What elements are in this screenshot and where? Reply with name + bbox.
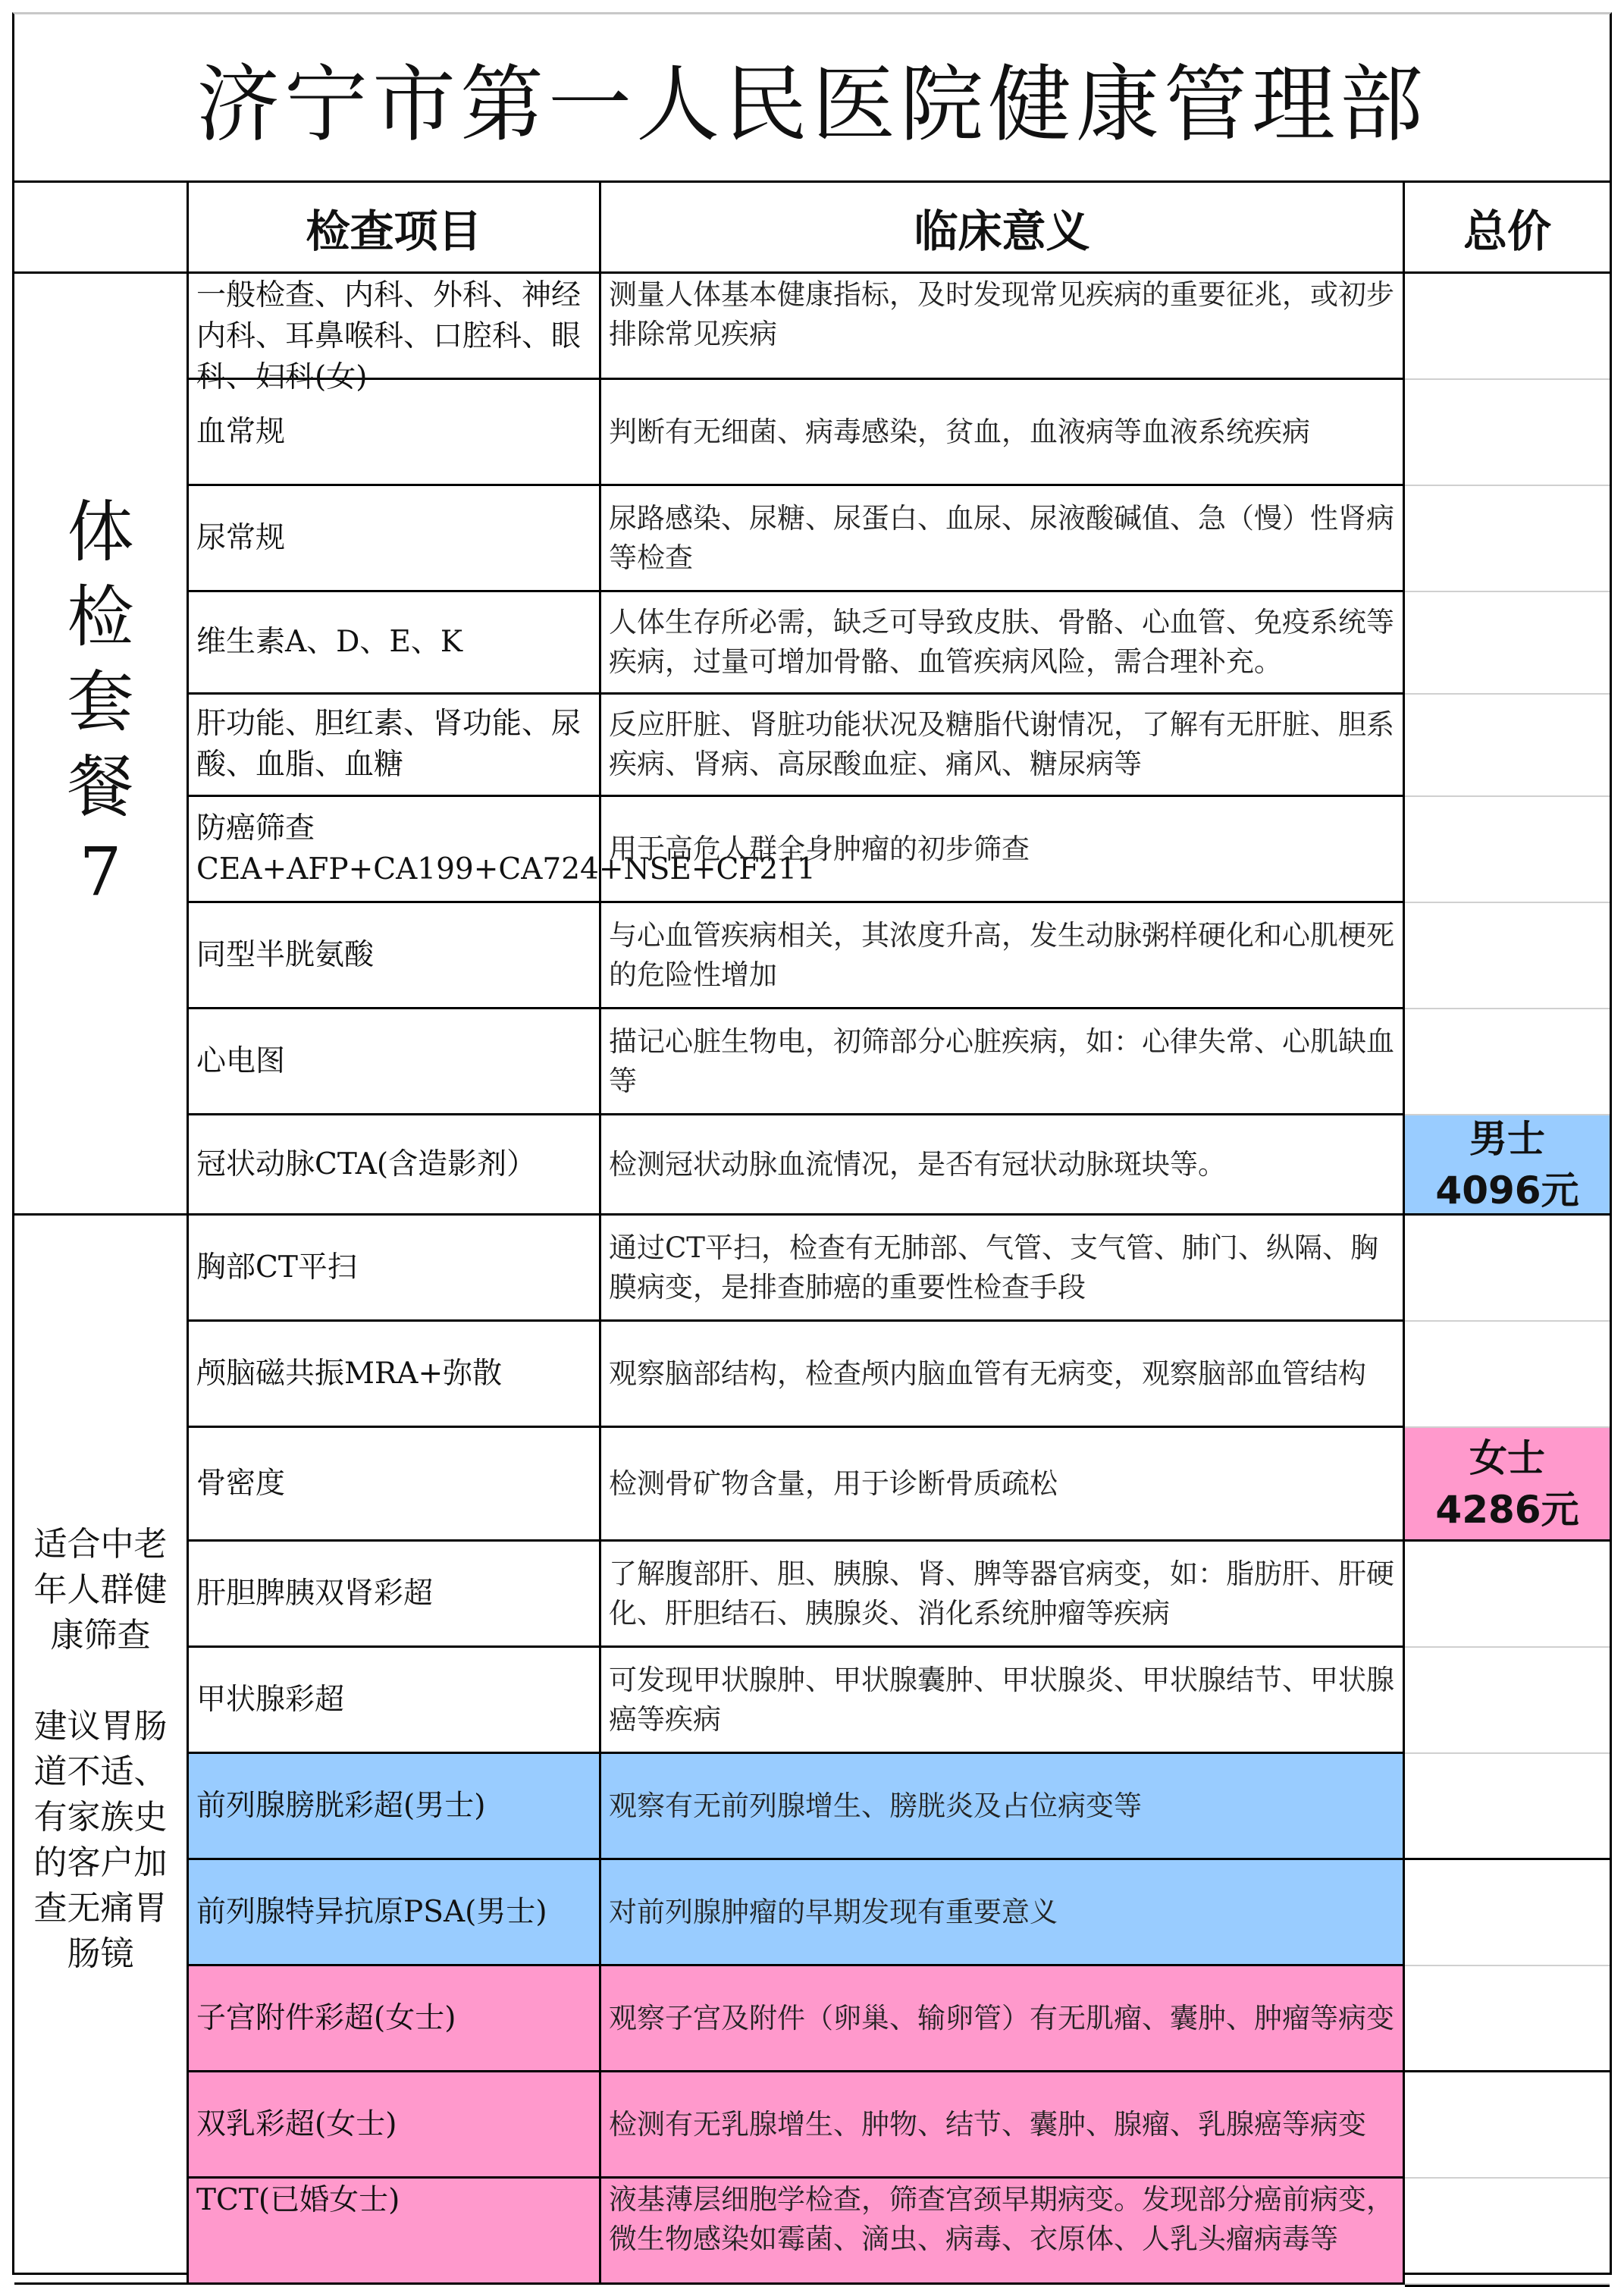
item-name: 子宫附件彩超(女士) bbox=[189, 1966, 601, 2072]
package-name-label bbox=[14, 274, 189, 1216]
item-meaning: 测量人体基本健康指标，及时发现常见疾病的重要征兆，或初步排除常见疾病 bbox=[601, 274, 1405, 380]
item-name: 心电图 bbox=[189, 1009, 601, 1115]
price-male bbox=[1405, 1115, 1610, 1216]
price-female-label: 女士 bbox=[1469, 1435, 1545, 1480]
audience-note bbox=[14, 1216, 189, 2285]
audience-line-1: 适合中老年人群健康筛查 bbox=[33, 1524, 168, 1655]
item-meaning: 尿路感染、尿糖、尿蛋白、血尿、尿液酸碱值、急（慢）性肾病等检查 bbox=[601, 486, 1405, 592]
item-name: 维生素A、D、E、K bbox=[189, 592, 601, 695]
header-item: 检查项目 bbox=[189, 183, 601, 274]
price-cell-empty bbox=[1405, 486, 1610, 592]
package-name-char: 餐 bbox=[67, 747, 134, 826]
item-meaning: 检测冠状动脉血流情况，是否有冠状动脉斑块等。 bbox=[601, 1115, 1405, 1216]
item-meaning: 液基薄层细胞学检查，筛查宫颈早期病变。发现部分癌前病变，微生物感染如霉菌、滴虫、病毒、衣原体、人乳头瘤病毒等 bbox=[601, 2179, 1405, 2285]
item-meaning: 了解腹部肝、胆、胰腺、肾、脾等器官病变，如：脂肪肝、肝硬化、肝胆结石、胰腺炎、消化系统肿瘤等疾病 bbox=[601, 1542, 1405, 1648]
item-meaning: 用于高危人群全身肿瘤的初步筛查 bbox=[601, 797, 1405, 903]
price-male-label: 男士 bbox=[1469, 1116, 1545, 1161]
header-meaning: 临床意义 bbox=[601, 183, 1405, 274]
price-cell-empty bbox=[1405, 1009, 1610, 1115]
item-name: 颅脑磁共振MRA+弥散 bbox=[189, 1322, 601, 1428]
price-cell-empty bbox=[1405, 380, 1610, 486]
package-table bbox=[14, 183, 1610, 2287]
item-meaning: 人体生存所必需，缺乏可导致皮肤、骨骼、心血管、免疫系统等疾病，过量可增加骨骼、血管疾病风险，需合理补充。 bbox=[601, 592, 1405, 695]
audience-line-2: 建议胃肠道不适、有家族史的客户加查无痛胃肠镜 bbox=[33, 1706, 168, 1973]
item-meaning: 反应肝脏、肾脏功能状况及糖脂代谢情况，了解有无肝脏、胆系疾病、肾病、高尿酸血症、痛风、糖尿病等 bbox=[601, 695, 1405, 797]
package-name-char: 体 bbox=[67, 492, 134, 571]
item-meaning: 描记心脏生物电，初筛部分心脏疾病，如：心律失常、心肌缺血等 bbox=[601, 1009, 1405, 1115]
header-price: 总价 bbox=[1405, 183, 1610, 274]
price-female-value: 4286元 bbox=[1435, 1487, 1579, 1532]
price-male-value: 4096元 bbox=[1435, 1168, 1579, 1213]
item-meaning: 通过CT平扫，检查有无肺部、气管、支气管、肺门、纵隔、胸膜病变，是排查肺癌的重要性检查手段 bbox=[601, 1216, 1405, 1322]
item-name: 血常规 bbox=[189, 380, 601, 486]
price-cell-empty bbox=[1405, 1966, 1610, 2072]
item-meaning: 观察脑部结构，检查颅内脑血管有无病变，观察脑部血管结构 bbox=[601, 1322, 1405, 1428]
item-name: 前列腺特异抗原PSA(男士) bbox=[189, 1860, 601, 1966]
price-cell-empty bbox=[1405, 903, 1610, 1009]
package-name-char: 套 bbox=[67, 662, 134, 741]
price-cell-empty bbox=[1405, 1860, 1610, 1966]
page-title: 济宁市第一人民医院健康管理部 bbox=[14, 14, 1610, 183]
item-name: 双乳彩超(女士) bbox=[189, 2072, 601, 2179]
price-cell-empty bbox=[1405, 695, 1610, 797]
price-cell-empty bbox=[1405, 2072, 1610, 2179]
item-meaning: 可发现甲状腺肿、甲状腺囊肿、甲状腺炎、甲状腺结节、甲状腺癌等疾病 bbox=[601, 1648, 1405, 1754]
item-meaning: 观察子宫及附件（卵巢、输卵管）有无肌瘤、囊肿、肿瘤等病变 bbox=[601, 1966, 1405, 2072]
price-cell-empty bbox=[1405, 1322, 1610, 1428]
item-name: 冠状动脉CTA(含造影剂） bbox=[189, 1115, 601, 1216]
price-cell-empty bbox=[1405, 1648, 1610, 1754]
item-meaning: 观察有无前列腺增生、膀胱炎及占位病变等 bbox=[601, 1754, 1405, 1860]
item-name: 一般检查、内科、外科、神经内科、耳鼻喉科、口腔科、眼科、妇科(女) bbox=[189, 274, 601, 380]
item-name: 胸部CT平扫 bbox=[189, 1216, 601, 1322]
package-name-char: 检 bbox=[67, 577, 134, 656]
package-name-char: 7 bbox=[79, 832, 122, 911]
item-name: 前列腺膀胱彩超(男士) bbox=[189, 1754, 601, 1860]
item-meaning: 与心血管疾病相关，其浓度升高，发生动脉粥样硬化和心肌梗死的危险性增加 bbox=[601, 903, 1405, 1009]
health-package-sheet bbox=[12, 12, 1612, 2275]
item-meaning: 对前列腺肿瘤的早期发现有重要意义 bbox=[601, 1860, 1405, 1966]
price-cell-empty bbox=[1405, 274, 1610, 380]
item-name: 肝功能、胆红素、肾功能、尿酸、血脂、血糖 bbox=[189, 695, 601, 797]
price-cell-empty bbox=[1405, 2179, 1610, 2285]
item-name: 防癌筛查CEA+AFP+CA199+CA724+NSE+CF211 bbox=[189, 797, 601, 903]
price-cell-empty bbox=[1405, 1754, 1610, 1860]
price-cell-empty bbox=[1405, 592, 1610, 695]
price-cell-empty bbox=[1405, 1542, 1610, 1648]
price-cell-empty bbox=[1405, 797, 1610, 903]
item-name: TCT(已婚女士) bbox=[189, 2179, 601, 2285]
item-name: 骨密度 bbox=[189, 1428, 601, 1542]
item-name: 肝胆脾胰双肾彩超 bbox=[189, 1542, 601, 1648]
item-name: 尿常规 bbox=[189, 486, 601, 592]
item-name: 甲状腺彩超 bbox=[189, 1648, 601, 1754]
item-meaning: 检测骨矿物含量，用于诊断骨质疏松 bbox=[601, 1428, 1405, 1542]
item-name: 同型半胱氨酸 bbox=[189, 903, 601, 1009]
item-meaning: 检测有无乳腺增生、肿物、结节、囊肿、腺瘤、乳腺癌等病变 bbox=[601, 2072, 1405, 2179]
header-blank bbox=[14, 183, 189, 274]
price-cell-empty bbox=[1405, 1216, 1610, 1322]
item-meaning: 判断有无细菌、病毒感染，贫血，血液病等血液系统疾病 bbox=[601, 380, 1405, 486]
price-female bbox=[1405, 1428, 1610, 1542]
